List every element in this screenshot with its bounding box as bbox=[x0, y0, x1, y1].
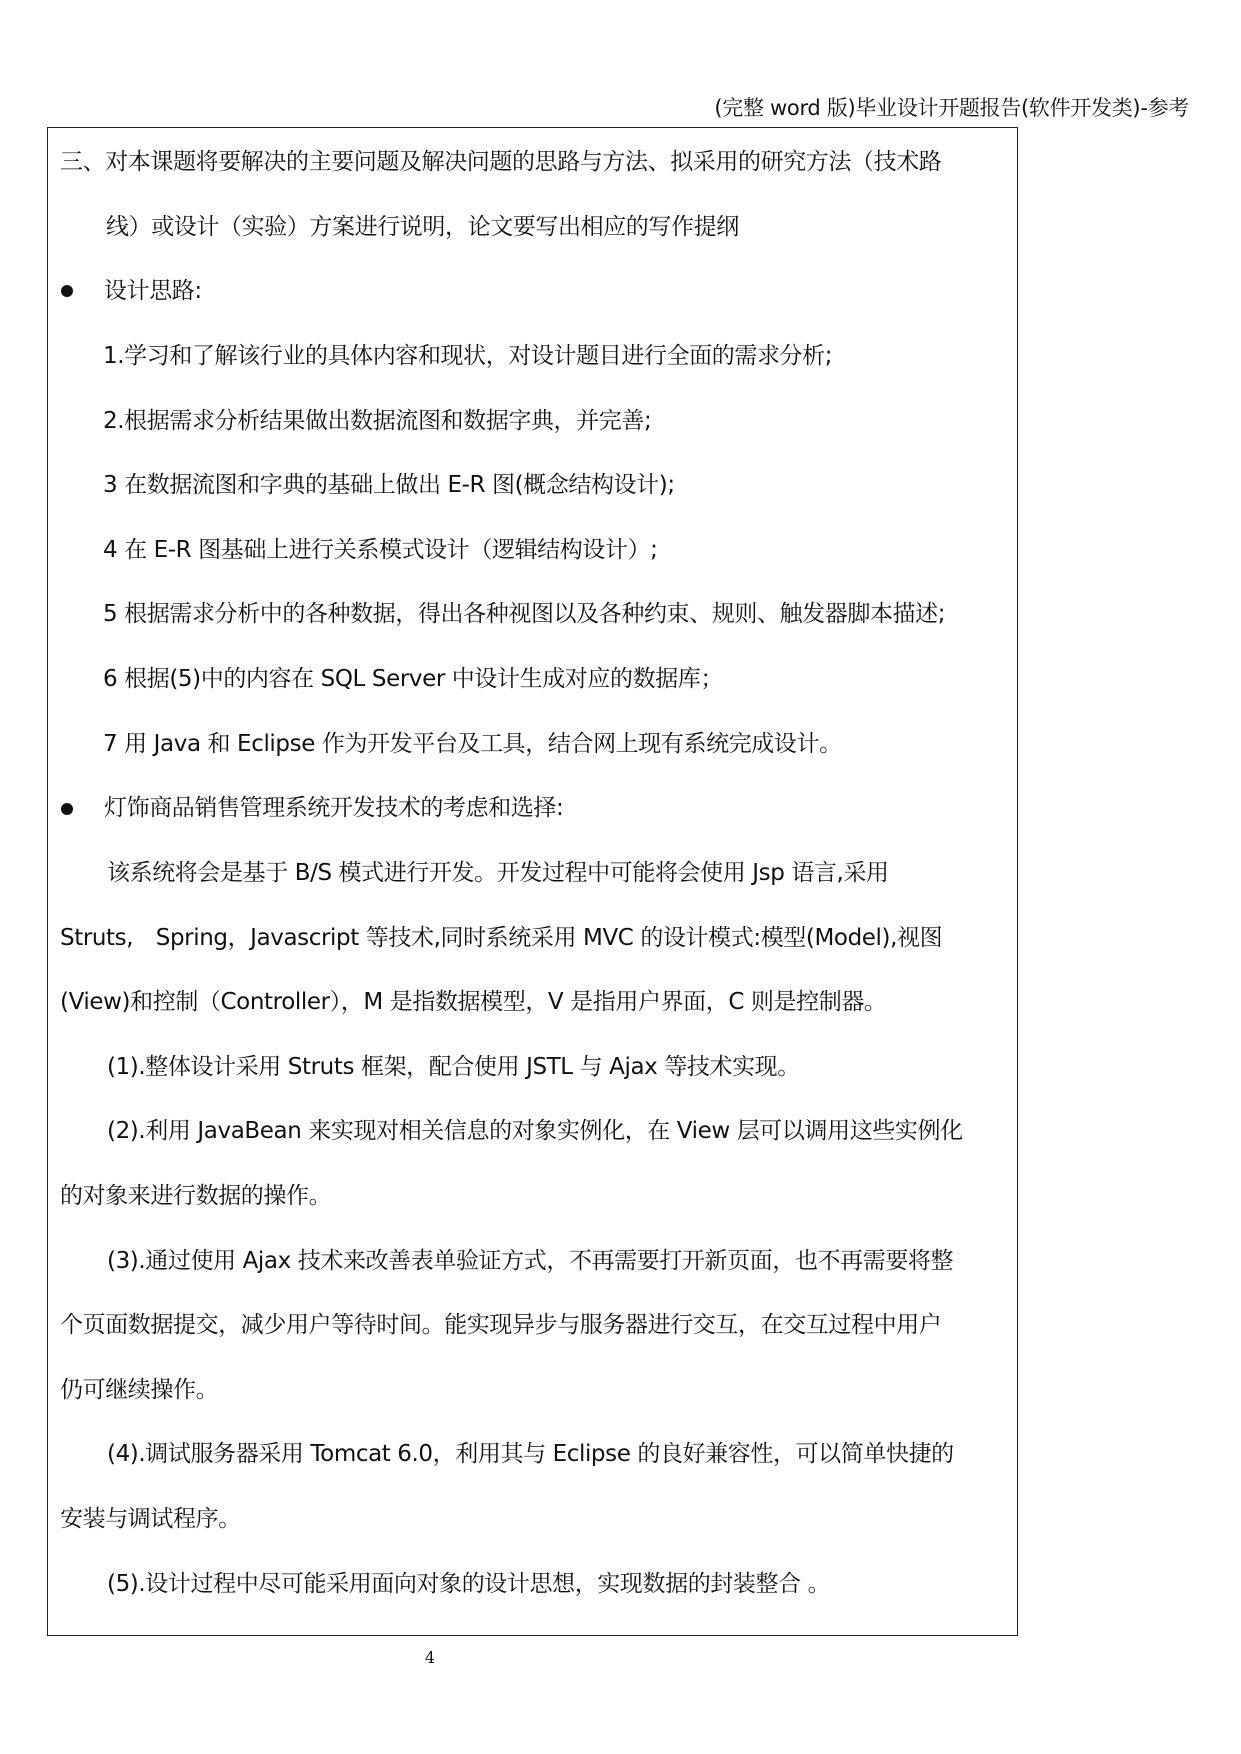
technology-intro-line-1: 该系统将会是基于 B/S 模式进行开发。开发过程中可能将会使用 Jsp 语言,采用 bbox=[107, 860, 889, 886]
running-header-title: (完整 word 版)毕业设计开题报告(软件开发类)-参考 bbox=[714, 96, 1189, 120]
technology-item-4-line-2: 安装与调试程序。 bbox=[60, 1506, 241, 1532]
design-step-3: 3 在数据流图和字典的基础上做出 E-R 图(概念结构设计); bbox=[103, 472, 675, 498]
design-step-1: 1.学习和了解该行业的具体内容和现状，对设计题目进行全面的需求分析; bbox=[103, 343, 833, 369]
design-step-2: 2.根据需求分析结果做出数据流图和数据字典，并完善; bbox=[103, 408, 652, 434]
section-heading-line-2: 线）或设计（实验）方案进行说明，论文要写出相应的写作提纲 bbox=[106, 214, 739, 240]
technology-item-4-line-1: (4).调试服务器采用 Tomcat 6.0，利用其与 Eclipse 的良好兼容性，可以简单快捷的 bbox=[107, 1441, 954, 1467]
technology-intro-line-2: Struts, Spring，Javascript 等技术,同时系统采用 MVC 的设计模式:模型(Model),视图 bbox=[60, 925, 943, 951]
technology-item-2-line-2: 的对象来进行数据的操作。 bbox=[60, 1183, 332, 1209]
technology-item-3-line-3: 仍可继续操作。 bbox=[60, 1377, 219, 1403]
design-step-4: 4 在 E-R 图基础上进行关系模式设计（逻辑结构设计）; bbox=[103, 537, 658, 563]
section-heading-line-1: 三、对本课题将要解决的主要问题及解决问题的思路与方法、拟采用的研究方法（技术路 bbox=[60, 149, 942, 175]
bullet-icon bbox=[61, 803, 73, 815]
bullet-icon bbox=[61, 285, 73, 297]
technology-item-5-line-1: (5).设计过程中尽可能采用面向对象的设计思想，实现数据的封装整合 。 bbox=[107, 1571, 831, 1597]
technology-item-2-line-1: (2).利用 JavaBean 来实现对相关信息的对象实例化，在 View 层可以调用这些实例化 bbox=[107, 1118, 963, 1144]
design-ideas-title: 设计思路: bbox=[104, 278, 202, 304]
design-step-7: 7 用 Java 和 Eclipse 作为开发平台及工具，结合网上现有系统完成设计。 bbox=[103, 731, 842, 757]
technology-item-1-line-1: (1).整体设计采用 Struts 框架，配合使用 JSTL 与 Ajax 等技术实现。 bbox=[107, 1054, 800, 1080]
technology-title: 灯饰商品销售管理系统开发技术的考虑和选择: bbox=[104, 795, 564, 821]
design-step-5: 5 根据需求分析中的各种数据，得出各种视图以及各种约束、规则、触发器脚本描述; bbox=[103, 601, 946, 627]
design-step-6: 6 根据(5)中的内容在 SQL Server 中设计生成对应的数据库； bbox=[103, 666, 723, 692]
page-number: 4 bbox=[424, 1648, 436, 1667]
technology-item-3-line-1: (3).通过使用 Ajax 技术来改善表单验证方式，不再需要打开新页面，也不再需要将整 bbox=[107, 1248, 954, 1274]
technology-item-3-line-2: 个页面数据提交，减少用户等待时间。能实现异步与服务器进行交互，在交互过程中用户 bbox=[60, 1312, 942, 1338]
technology-intro-line-3: (View)和控制（Controller），M 是指数据模型，V 是指用户界面，C 则是控制器。 bbox=[60, 989, 887, 1015]
